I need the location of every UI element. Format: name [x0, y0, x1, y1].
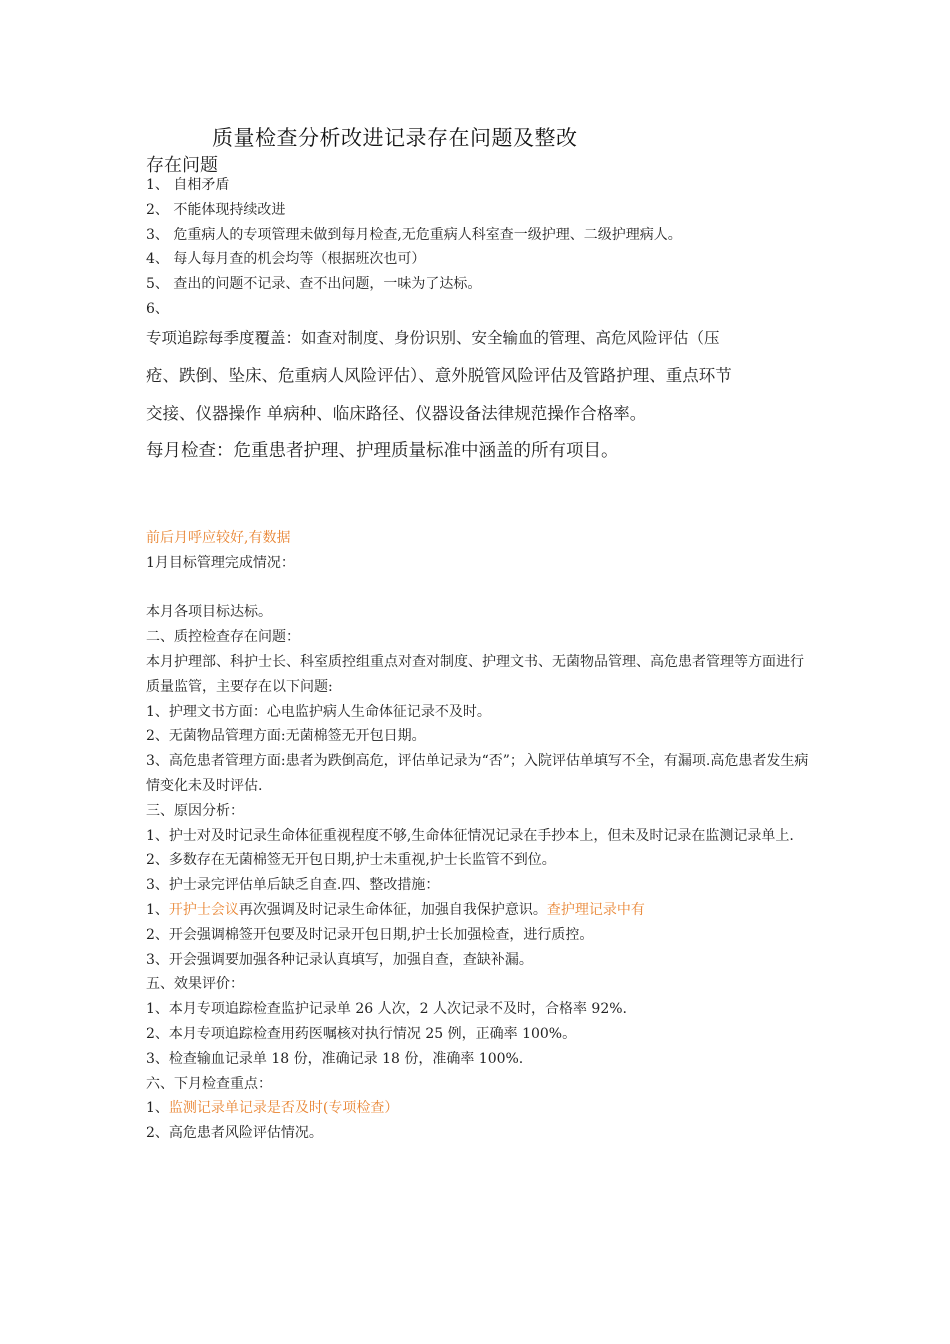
next-item: 2、高危患者风险评估情况。	[146, 1125, 323, 1142]
blank-line	[146, 576, 811, 601]
qc-item: 2、无菌物品管理方面:无菌棉签无开包日期。	[146, 728, 426, 745]
cause-item: 3、护士录完评估单后缺乏自查.四、整改措施：	[146, 877, 440, 894]
qc-heading: 二、质控检查存在问题：	[146, 629, 300, 646]
problem-item: 3、 危重病人的专项管理未做到每月检查,无危重病人科室查一级护理、二级护理病人。	[146, 226, 682, 243]
eval-item: 3、检查输血记录单 18 份，准确记录 18 份，准确率 100%.	[146, 1050, 524, 1067]
monthly-check-line: 每月检查：危重患者护理、护理质量标准中涵盖的所有项目。	[146, 441, 619, 461]
report-section	[146, 526, 811, 1146]
fix-item: 3、开会强调要加强各种记录认真填写，加强自查，查缺补漏。	[146, 951, 533, 968]
tracking-paragraph	[146, 320, 811, 469]
qc-intro: 本月护理部、科护士长、科室质控组重点对查对制度、护理文书、无菌物品管理、高危患者管理等方面进行质量监管，主要存在以下问题:	[146, 653, 804, 695]
tracking-line: 疮、跌倒、坠床、危重病人风险评估）、意外脱管风险评估及管路护理、重点环节	[146, 366, 732, 385]
eval-heading: 五、效果评价：	[146, 976, 244, 993]
reviewer-note: 前后月呼应较好,有数据	[146, 530, 291, 546]
eval-item: 1、本月专项追踪检查监护记录单 26 人次，2 人次记录不及时，合格率 92%.	[146, 1001, 627, 1018]
fix-item	[146, 898, 811, 923]
next-heading: 六、下月检查重点：	[146, 1075, 272, 1092]
fix-item: 2、开会强调棉签开包要及时记录开包日期,护士长加强检查，进行质控。	[146, 926, 594, 943]
problem-item: 6、	[146, 300, 169, 317]
problem-item: 5、 查出的问题不记录、查不出问题，一味为了达标。	[146, 276, 482, 293]
eval-item: 2、本月专项追踪检查用药医嘱核对执行情况 25 例，正确率 100%。	[146, 1025, 577, 1042]
highlight-text: 查护理记录中有	[546, 901, 645, 918]
problem-item: 1、 自相矛盾	[146, 177, 230, 193]
cause-item: 2、多数存在无菌棉签无开包日期,护士未重视,护士长监管不到位。	[146, 852, 556, 869]
next-prefix: 1、	[146, 1100, 169, 1117]
document-title: 质量检查分析改进记录存在问题及整改	[212, 126, 578, 150]
problems-heading: 存在问题	[146, 155, 218, 176]
fix-text: 再次强调及时记录生命体征，加强自我保护意识。	[238, 901, 547, 918]
problem-item: 2、 不能体现持续改进	[146, 201, 286, 218]
tracking-line: 专项追踪每季度覆盖：如查对制度、身份识别、安全输血的管理、高危风险评估（压	[146, 329, 720, 347]
qc-item: 1、护理文书方面：心电监护病人生命体征记录不及时。	[146, 703, 491, 720]
cause-heading: 三、原因分析：	[146, 802, 244, 819]
next-item	[146, 1096, 811, 1121]
qc-item: 3、高危患者管理方面:患者为跌倒高危，评估单记录为“否”；入院评估单填写不全，有漏项.高危患者发生病情变化未及时评估.	[146, 753, 809, 794]
fix-prefix: 1、	[146, 901, 169, 918]
highlight-text: 监测记录单记录是否及时(专项检查）	[168, 1100, 399, 1117]
goal-heading: 1月目标管理完成情况：	[146, 554, 295, 571]
problems-list	[146, 173, 811, 322]
goal-result: 本月各项目标达标。	[146, 604, 272, 621]
highlight-text: 开护士会议	[168, 901, 239, 918]
tracking-line: 交接、仪器操作 单病种、临床路径、仪器设备法律规范操作合格率。	[146, 404, 647, 423]
problem-item: 4、 每人每月查的机会均等（根据班次也可）	[146, 251, 426, 268]
cause-item: 1、护士对及时记录生命体征重视程度不够,生命体征情况记录在手抄本上，但未及时记录在监测记录单上.	[146, 827, 794, 844]
